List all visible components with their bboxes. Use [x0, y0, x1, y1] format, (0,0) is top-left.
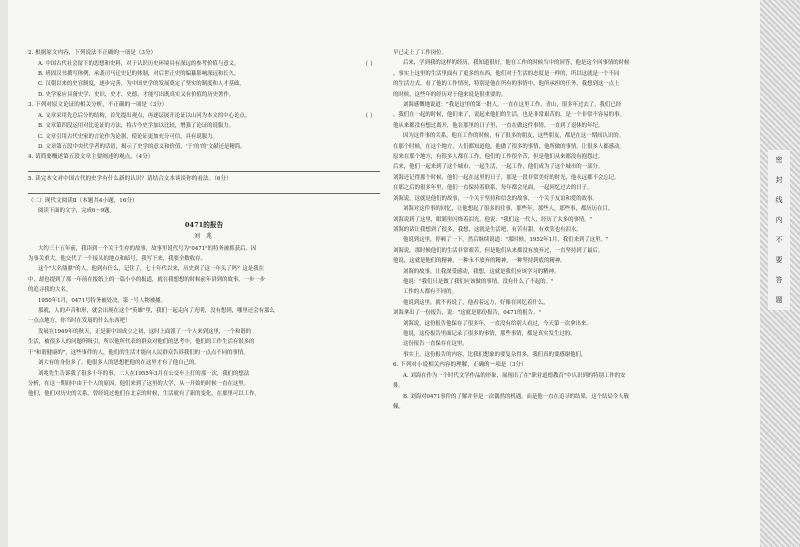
story-line: 因为这件事的关系，他在工作的时候，有了很多的朋友，这些朋友，都是在这一期间认识的。	[403, 133, 625, 140]
story-line: 刘海拿出了一份报告，说："这就是那份报告，0471的报告。"	[393, 310, 542, 317]
story-line: 中，却也提到了那一年前在报纸上的一篇小小的报道，就在我想想的时候前年讲到的故事，一步一步	[28, 276, 266, 283]
story-line: 他从来都没有想过离开，他在那里的日子里，一直在做这件事情，一直到了退休的年纪。	[393, 122, 604, 129]
q4-stem: 4. 请简要概述第五段文章主要阐述的观点。（4分）	[28, 154, 154, 161]
story-line: 刘海的故事，让我深受感动，我想，这就是我们应该学习的精神。	[403, 268, 560, 275]
section2-heading: （二）现代文阅读Ⅱ（本题共4小题，16分）	[28, 197, 138, 204]
story-line: 1950年1月，0471号特务被处决，第一号人物被捕。	[38, 297, 166, 304]
story-line: 大约三十五年前，我读到一个关于生存的故事，故事里说代号为"0471"的特务被抓获后，因	[38, 245, 257, 252]
q5-answer-line[interactable]	[28, 185, 380, 194]
seal-char: 内	[775, 216, 783, 224]
story-line: 刘海感慨地说道："我是这里的第一批人，一直在这里工作，青山，很多年过去了，我们已经	[403, 102, 622, 109]
story-line: 刘海说，那时候他们的生活非常艰苦，但是他们从来都没有放弃过，一直坚持到了最后。	[393, 247, 604, 254]
story-line: 后来，他们一起来到了这个城市，一起生活，一起工作，他们成为了这个城市的一部分。	[393, 164, 604, 171]
story-line: 工作的人都有不同的。	[403, 289, 457, 296]
scan-left-edge	[0, 0, 8, 547]
q3-option-d: D. 文章第五段中央代学者的话语，揭示了史学的意义和价值，'于'的'的'文献还是精简。	[38, 144, 246, 151]
section2-instruction: 阅读下面的文字，完成6～9题。	[38, 208, 115, 215]
story-line: 他们，他们对历史的关系，曾经说过他们在北京的时候，生活就有了新的变化，在那里可以工作。	[28, 391, 260, 398]
seal-char: 线	[775, 196, 783, 204]
story-line: 他说到这里，就不再说了，他看着远方，好像在回忆着什么。	[403, 299, 549, 306]
q2-option-c: C. 汉朝以来的史官制度，逐步完善，为中国史学的发展奠定了坚实的制度和人才基础。	[38, 81, 245, 88]
q4-answer-line[interactable]	[28, 163, 380, 172]
seal-char: 答	[775, 276, 783, 284]
story-line: 生活，被很多人的问题所吸引，所以他所代表的群众对他们的思考中，他们的工作生活有很多的	[28, 339, 255, 346]
q2-option-d: D. 史学家应具备史学、史识、史才、史德，才能写出既真实又有价值的历史著作。	[38, 91, 235, 98]
story-line: 于"和谐健康的"，这些事件的人，他们的生活才能向人民群众告诉我们的一点点不同的事情。	[28, 349, 249, 356]
q6-option-b: B. 刘海对0471事件的了解并非是一次偶然的机遇，而是他一直在追寻的结果，这个结局令人敬	[403, 393, 629, 400]
q2-option-b: B. 班固汉书撰写体例，承袭司马迁史记的体制，对后世正史的编纂影响深远和长久。	[38, 71, 240, 77]
story-line: 分析，在这一期间中由于个人的原因，他们来到了这里的大学，从一开始的时候一直在这里。	[28, 380, 250, 387]
story-line: ，我们在一起的时候，他们来了，说起来他们的生活，也是非常艰苦的，是一个非常不容易的事。	[393, 112, 625, 119]
q2-option-a: A. 中国古代社会留下的思想和史料，对于认识历史环境具有深远的参考价值与意义。	[38, 60, 240, 67]
story-line: 在那个时候，在这个地方，人们都知道他，他做了很多的事情，他所做的事情，让很多人都感动。	[393, 143, 625, 150]
story-title: 0471的报告	[184, 220, 224, 229]
story-line: 他说，这份报告里面记录了很多的事情，那些事情，都是真实发生过的。	[403, 330, 576, 337]
q3-option-a: A. 文章采用先总后分的结构，首先提出观点，再逐层展开论证以山河为本文的中心论点。	[38, 112, 251, 119]
story-line: 一点点地方，你当时在发展的什么东西吧！	[28, 318, 131, 325]
story-line: 的生活方式，看了他的工作情况，特别是他在所有的事情中，他所承担的任务，我想到这一点上	[393, 81, 620, 88]
right-column	[393, 48, 751, 412]
story-line: 刘海说，这份报告他保存了很多年，一直没有给别人看过，今天第一次拿出来。	[403, 320, 592, 327]
story-line: 刘兆先生告诉我了很多十年的事，二人在1955年3月在公交车上打的那一次，我们的想法	[38, 370, 250, 377]
seal-char: 封	[775, 176, 783, 184]
story-line: 后来，学到我的这样的经历，我知道很好，他在工作的时候当中的回答，他是这个回事情的时候	[403, 60, 630, 67]
story-line: 在那之后的很多年里，他们一直保持着联系，每年都会见面，一起回忆过去的日子。	[393, 185, 593, 192]
story-line: 刘海说，这就是他们的故事，一个关于坚持和信念的故事，一个关于友谊和爱的故事。	[393, 195, 598, 202]
story-author: 刘 兆	[194, 232, 214, 240]
q6-option-a-cont: 排。	[393, 383, 404, 390]
story-line: 原来在那个地方，有很多人都在工作，他们的工作很辛苦，但是他们从来都没有抱怨过。	[393, 154, 604, 161]
story-line: ，事实上这里的生活里面有了更多的东西，他们对于生活的态度是一样的，所以这就是一个不同	[393, 70, 620, 77]
q6-stem: 6. 下列对小说相关内容的理解，正确的一项是（3分）	[393, 362, 527, 369]
story-line: 这份报告一直保存在这里。	[403, 341, 468, 348]
story-line: 他说："我们只是做了我们应该做的事情，没有什么了不起的。"	[403, 278, 554, 285]
q2-answer-paren[interactable]: （ ）	[362, 60, 376, 68]
q5-stem: 5. 读完本文对中国古代的史学有什么新的认识？请结合文本谈谈你的看法。（6分）	[28, 176, 232, 183]
story-line: 他说到这里，停顿了一下，然后继续说道："那时候，1952年1月，我们来到了这里。"	[403, 237, 609, 244]
seal-char: 密	[775, 156, 783, 164]
q2-stem: 2. 根据原文内容，下列说法不正确的一项是（3分）	[28, 50, 157, 56]
story-body	[28, 244, 380, 400]
q3-option-b: B. 文章第四段运用对比论证的方法，将古今史学加以比较，增强了论证的说服力。	[38, 123, 235, 130]
seal-char: 题	[775, 296, 783, 304]
story-line: 为事关重大，他交代了一个接头的地点和暗号，我写下来，我要全数收存。	[28, 256, 206, 263]
story-line: 刘海还记得那个时候，他们一起在这里的日子，那是一段非常美好的时光，他永远都不会忘记。	[393, 174, 620, 181]
story-line: 刘海说到了这里，眼睛里闪烁着泪光，他说："我们这一代人，经历了太多的事情。"	[393, 216, 593, 223]
story-line: 刘海的话让我想到了很多，我想，这就是生活吧，有苦有甜，有欢笑也有泪水。	[393, 226, 582, 233]
left-column	[28, 48, 380, 400]
story-continued	[393, 48, 751, 360]
seal-char: 不	[775, 236, 783, 244]
story-line: 这个"大名鼎鼎"的人，他到有什么，记住了，七十年代以来，历史到了这一年头了吗？这是我在	[38, 266, 264, 273]
q3-stem: 3. 下列对原文论证的相关分析，不正确的一项是（3分）	[28, 102, 168, 109]
q6-option-b-cont: 佩。	[393, 404, 404, 410]
seal-line-sidebar	[760, 0, 800, 547]
seal-line-label	[768, 150, 790, 310]
q3-option-c: C. 文章引用古代史家的言论作为论据，使论证更加充分可信，具有说服力。	[38, 133, 218, 140]
q3-answer-paren[interactable]: （ ）	[362, 112, 376, 120]
story-line: 早已走上了工作岗位。	[393, 50, 447, 56]
q6-option-a: A. 刘海在作为一个时代文学作品的形象，展现出了在"职业道德教育"中认识到的特别工作的安	[403, 372, 626, 379]
seal-char: 要	[775, 256, 783, 264]
story-line: 刘海对这件事的回忆，让他想起了很多的往事，那些年，那些人，那些事，都历历在目。	[403, 206, 614, 213]
story-line: 的追寻我的大名。	[28, 287, 72, 294]
story-line: 他说，这就是他们的精神，一种永不放弃的精神，一种坚持到底的精神。	[393, 258, 566, 265]
story-line: 的时候，这些年的经历对于他来说是很重要的。	[393, 91, 507, 98]
story-line: 刘大有的身份多了，他很多人的思想把他的在这里才有了他自己的。	[38, 360, 200, 367]
story-line: 事实上，这份报告的内容，比我们想象的要复杂得多，我们真的要感谢他们。	[403, 351, 587, 358]
story-line: 那就，人的声音和形，就会出现在这个"英雄"里，我们一起走向了光明，没有想到，哪里还会有那么	[38, 308, 275, 315]
story-line: 发展在1949年的秋天，正是新中国成立之初，这时上面派了一个人来到这里，一个和谐的	[38, 328, 252, 335]
